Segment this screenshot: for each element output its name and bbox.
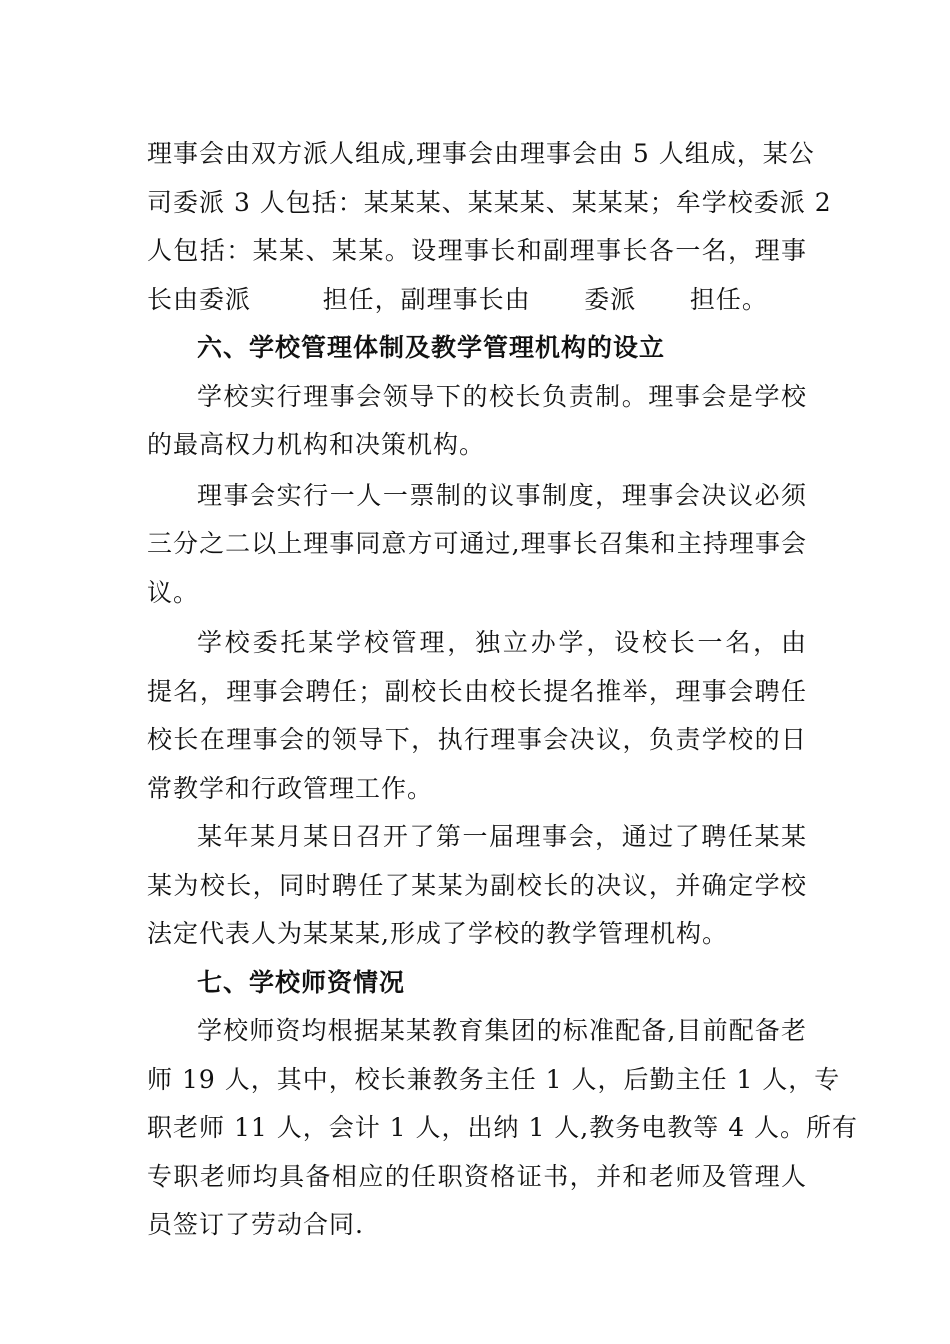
paragraph-board-composition [147,130,832,324]
document-body [147,130,859,1250]
text-line: 某为校长，同时聘任了某某为副校长的决议，并确定学校 [147,870,807,900]
text-line: 师 19 人，其中，校长兼教务主任 1 人，后勤主任 1 人，专 [147,1064,841,1094]
text-line: 校长在理事会的领导下，执行理事会决议，负责学校的日 [147,725,807,754]
text-line: 人包括：某某、某某。设理事长和副理事长各一名，理事 [147,236,807,265]
text-line: 议。 [147,577,200,607]
text-line: 长由委派 担任，副理事长由 委派 担任。 [147,284,768,314]
text-line: 理事会由双方派人组成,理事会由理事会由 5 人组成，某公 [147,139,815,168]
text-line: 职老师 11 人，会计 1 人，出纳 1 人,教务电教等 4 人。所有 [147,1113,859,1142]
text-line: 常教学和行政管理工作。 [147,773,434,803]
text-line: 员签订了劳动合同. [147,1210,364,1239]
section-heading-management-system: 六、学校管理体制及教学管理机构的设立 [197,333,666,362]
text-line: 学校委托某学校管理，独立办学，设校长一名，由 [197,628,807,657]
paragraph-faculty-details [147,1007,859,1250]
text-line: 某年某月某日召开了第一届理事会，通过了聘任某某 [197,822,807,851]
section-heading-faculty: 七、学校师资情况 [197,967,406,997]
paragraph-principal-responsibility [147,373,807,470]
text-line: 司委派 3 人包括：某某某、某某某、某某某；牟学校委派 2 [147,187,832,217]
text-line: 法定代表人为某某某,形成了学校的教学管理机构。 [147,919,728,948]
text-line: 理事会实行一人一票制的议事制度，理事会决议必须 [197,480,807,510]
text-line: 三分之二以上理事同意方可通过,理事长召集和主持理事会 [147,529,807,558]
text-line: 的最高权力机构和决策机构。 [147,430,486,459]
paragraph-voting-rules [147,472,807,618]
text-line: 提名，理事会聘任；副校长由校长提名推举，理事会聘任 [147,676,807,706]
text-line: 学校实行理事会领导下的校长负责制。理事会是学校 [197,381,807,411]
paragraph-first-board-meeting [147,813,807,959]
text-line: 学校师资均根据某某教育集团的标准配备,目前配备老 [197,1016,807,1045]
paragraph-school-management [147,619,807,813]
text-line: 专职老师均具备相应的任职资格证书，并和老师及管理人 [147,1161,807,1191]
